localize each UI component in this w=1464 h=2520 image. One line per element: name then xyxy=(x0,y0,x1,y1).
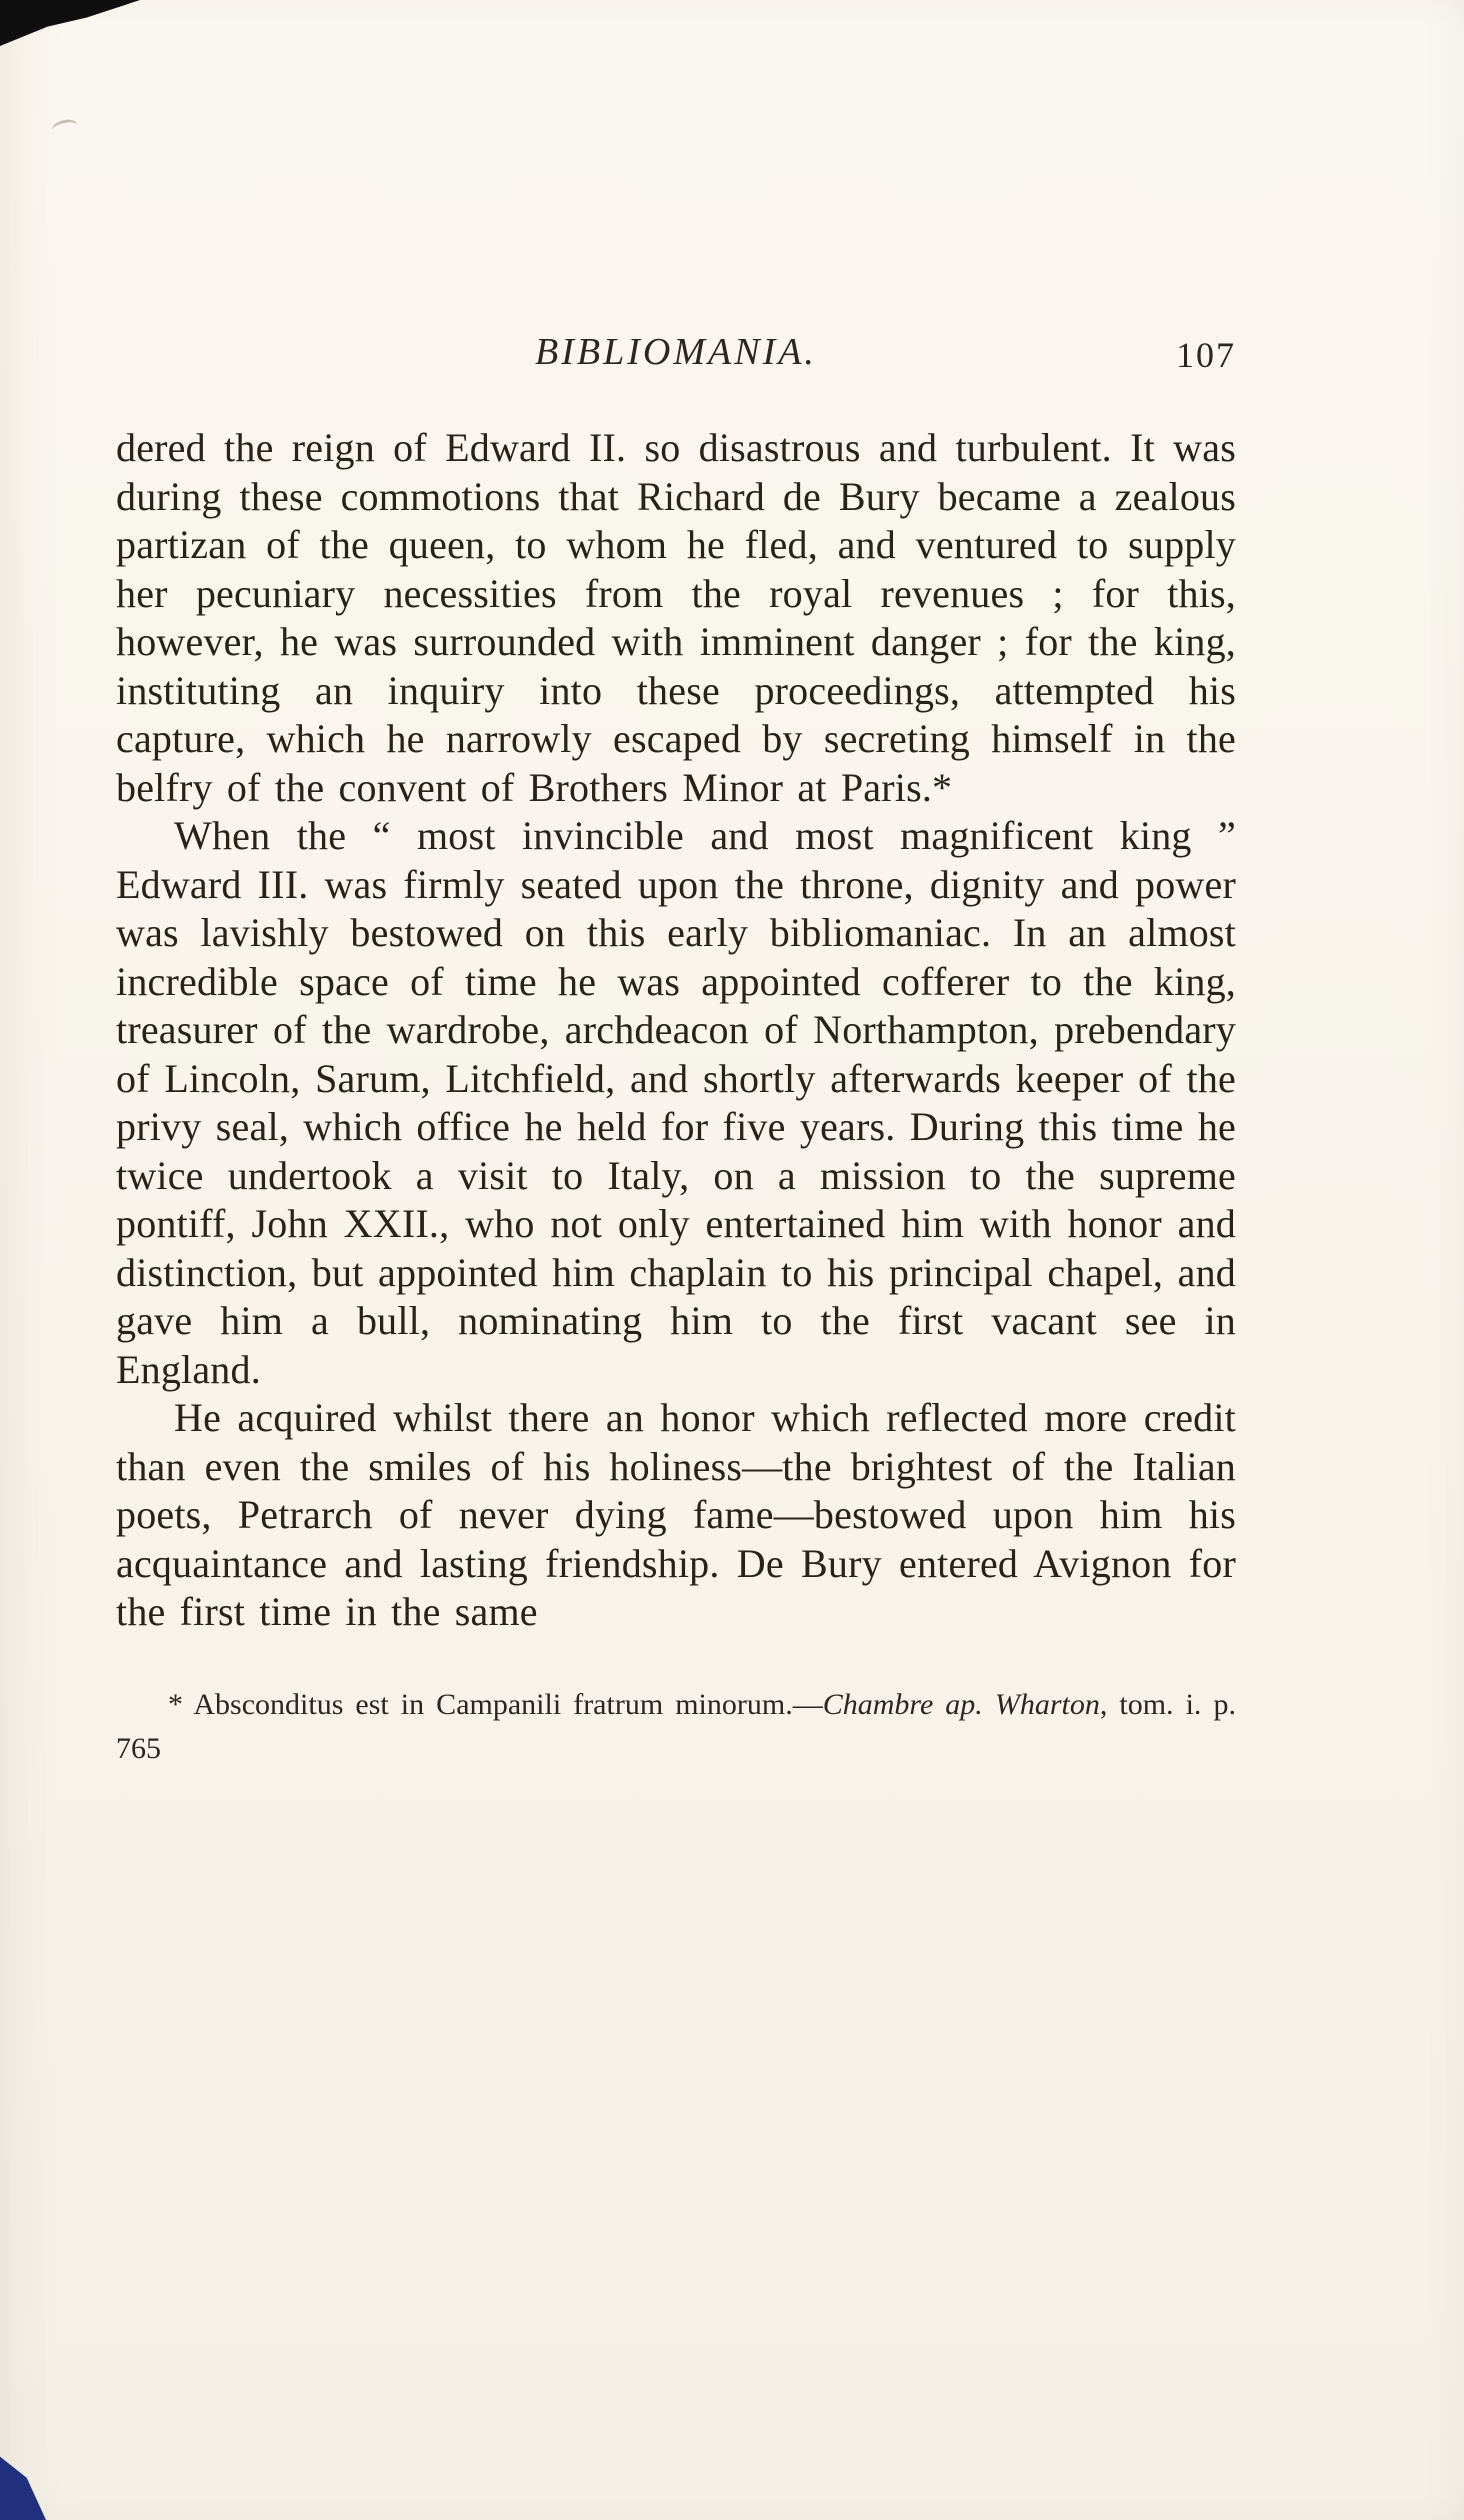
page-body xyxy=(116,424,1236,1637)
paragraph-3: He acquired whilst there an honor which reflected more credit than even the smiles of his holiness—the brightest of the Italian poets, Petrarch of never dying fame—bestowed upon him his acquaintance and lasting friendship. De Bury entered Avignon for the first time in the same xyxy=(116,1395,1236,1634)
footnote-text: Absconditus est in Campanili fratrum minorum.— xyxy=(183,1687,823,1721)
footnote-citation: Chambre ap. Wharton xyxy=(822,1687,1100,1721)
footnote-text-tail: , tom. i. p. 765 xyxy=(116,1687,1236,1765)
paragraph-1: dered the reign of Edward II. so disastrous and turbulent. It was during these commotions that Richard de Bury became a zealous partizan of the queen, to whom he fled, and ventured to supply her pecuniary necessities from the royal revenues ; for this, however, he was surrounded with imminent danger ; for the king, instituting an inquiry into these proceedings, attempted his capture, which he narrowly escaped by secreting himself in the belfry of the convent of Brothers Minor at Paris.* xyxy=(116,425,1236,810)
page-number: 107 xyxy=(1176,335,1236,375)
footnote-marker: * xyxy=(168,1687,183,1721)
page-header xyxy=(116,330,1236,388)
footnote xyxy=(116,1683,1236,1771)
paragraph-2: When the “ most invincible and most magnificent king ” Edward III. was firmly seated upon the throne, dignity and power was lavishly bestowed on this early bibliomaniac. In an almost incredible space of time he was appointed cofferer to the king, treasurer of the wardrobe, archdeacon of Northampton, prebendary of Lincoln, Sarum, Litchfield, and shortly afterwards keeper of the privy seal, which office he held for five years. During this time he twice undertook a visit to Italy, on a mission to the supreme pontiff, John XXII., who not only entertained him with honor and distinction, but appointed him chaplain to his principal chapel, and gave him a bull, nominating him to the first vacant see in England. xyxy=(116,813,1236,1392)
running-title: BIBLIOMANIA. xyxy=(535,331,817,373)
